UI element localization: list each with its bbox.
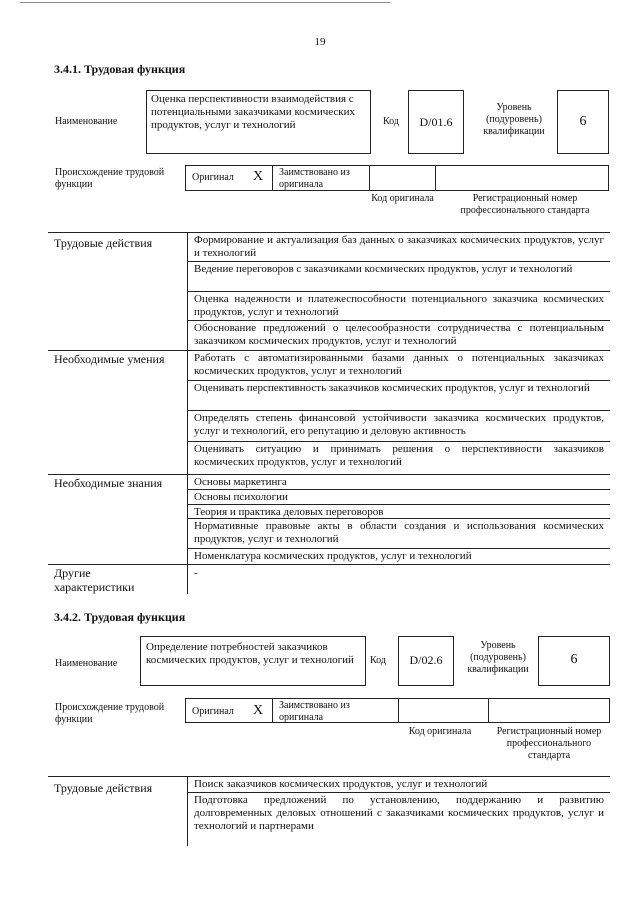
- row-separator: [48, 564, 188, 565]
- row-separator: [48, 474, 188, 475]
- name-label-1: Наименование: [55, 116, 118, 127]
- item-knowledge-3: Теория и практика деловых переговоров: [194, 506, 384, 518]
- reg-number-label-2: Регистрационный номер профессионального стандарта: [496, 726, 602, 761]
- origin-box-1: [185, 165, 609, 191]
- level-value-box-1: [557, 90, 609, 154]
- name-value-box-1: [146, 90, 371, 154]
- origin-divider: [435, 165, 436, 191]
- row-separator: [48, 350, 188, 351]
- item-action-2-1: Поиск заказчиков космических продуктов, услуг и технологий: [194, 778, 488, 790]
- table-column-divider: [187, 776, 188, 846]
- item-action-2-2: Подготовка предложений по установлению, поддержанию и развитию долговременных деловых отношений с заказчиками космических продуктов, услуг и технологий и партнерами: [194, 794, 604, 832]
- code-label-2: Код: [370, 655, 386, 666]
- item-action-3: Оценка надежности и платежеспособности потенциального заказчика космических продуктов, услуг и технологий: [194, 293, 604, 318]
- item-knowledge-2: Основы психологии: [194, 491, 288, 503]
- origin-divider: [369, 165, 370, 191]
- level-label-1: Уровень (подуровень) квалификации: [483, 102, 545, 137]
- item-other-1: -: [194, 567, 198, 579]
- original-label-2: Оригинал: [192, 706, 234, 717]
- row-label-actions-1: Трудовые действия: [54, 236, 153, 250]
- level-value-2: 6: [570, 652, 578, 667]
- borrowed-label-1: Заимствовано из оригинала: [279, 167, 350, 190]
- code-value-box-2: [398, 636, 454, 686]
- origin-label-2: Происхождение трудовой функции: [55, 702, 165, 725]
- origin-divider: [272, 165, 273, 191]
- scan-edge-line: [20, 2, 390, 3]
- origin-divider: [488, 698, 489, 723]
- item-skill-1: Работать с автоматизированными базами данных о потенциальных заказчиках космических продуктов, услуг и технологий: [194, 352, 604, 377]
- name-label-2: Наименование: [55, 658, 118, 669]
- level-value-box-2: [538, 636, 610, 686]
- original-mark-2: X: [253, 703, 264, 718]
- code-original-label-2: Код оригинала: [408, 726, 472, 737]
- code-value-box-1: [408, 90, 464, 154]
- origin-divider: [398, 698, 399, 723]
- borrowed-label-2: Заимствовано из оригинала: [279, 700, 350, 723]
- item-action-4: Обоснование предложений о целесообразности сотрудничества с потенциальным заказчиком космических продуктов, услуг и технологий: [194, 322, 604, 347]
- code-value-2: D/02.6: [409, 653, 443, 667]
- item-skill-2: Оценивать перспективность заказчиков космических продуктов, услуг и технологий: [194, 382, 590, 394]
- item-action-1: Формирование и актуализация баз данных о заказчиках космических продуктов, услуг и технологий: [194, 234, 604, 259]
- section-heading-1: 3.4.1. Трудовая функция: [54, 62, 186, 76]
- item-action-2: Ведение переговоров с заказчиками космических продуктов, услуг и технологий: [194, 263, 573, 275]
- code-value-1: D/01.6: [419, 115, 453, 129]
- code-original-label-1: Код оригинала: [371, 193, 434, 204]
- name-value-2: Определение потребностей заказчиков космических продуктов, услуг и технологий: [146, 641, 354, 666]
- row-label-skills-1: Необходимые умения: [54, 352, 165, 366]
- original-label-1: Оригинал: [192, 172, 234, 183]
- item-knowledge-1: Основы маркетинга: [194, 476, 287, 488]
- item-knowledge-5: Номенклатура космических продуктов, услуг и технологий: [194, 550, 472, 562]
- name-value-1: Оценка перспективности взаимодействия с потенциальными заказчиками космических продуктов, услуг и технологий: [151, 93, 356, 131]
- item-skill-3: Определять степень финансовой устойчивости заказчика космических продуктов, услуг и технологий, его репутацию и деловую активность: [194, 412, 604, 437]
- original-mark-1: X: [253, 169, 264, 184]
- section-heading-2: 3.4.2. Трудовая функция: [54, 610, 186, 624]
- item-knowledge-4: Нормативные правовые акты в области создания и использования космических продуктов, услуг и технологий: [194, 520, 604, 545]
- item-separator: [188, 564, 610, 565]
- page-number: 19: [314, 36, 326, 48]
- row-label-knowledge-1: Необходимые знания: [54, 476, 163, 490]
- reg-number-label-1: Регистрационный номер профессионального стандарта: [460, 193, 590, 216]
- origin-divider: [272, 698, 273, 723]
- row-label-other-1: Другие характеристики: [54, 566, 135, 594]
- name-value-box-2: [140, 636, 366, 686]
- level-value-1: 6: [579, 114, 587, 129]
- item-skill-4: Оценивать ситуацию и принимать решения о перспективности заказчиков космических продуктов, услуг и технологий: [194, 443, 604, 468]
- level-label-2: Уровень (подуровень) квалификации: [467, 640, 529, 675]
- row-label-actions-2: Трудовые действия: [54, 781, 153, 795]
- origin-label-1: Происхождение трудовой функции: [55, 167, 165, 190]
- code-label-1: Код: [383, 116, 399, 127]
- table-column-divider: [187, 232, 188, 594]
